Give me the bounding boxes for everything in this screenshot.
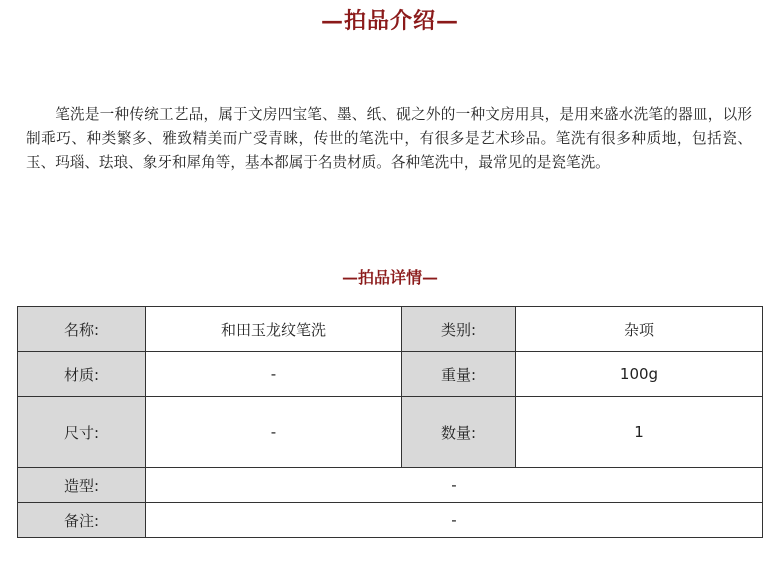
- intro-paragraph: 笔洗是一种传统工艺品，属于文房四宝笔、墨、纸、砚之外的一种文房用具，是用来盛水洗笔的器皿，以形制乖巧、种类繁多、雅致精美而广受青睐，传世的笔洗中，有很多是艺术珍品。笔洗有很多种质地，包括瓷、玉、玛瑙、珐琅、象牙和犀角等，基本都属于名贵材质。各种笔洗中，最常见的是瓷笔洗。: [26, 106, 752, 171]
- shape-value: -: [146, 468, 763, 503]
- size-label: 尺寸:: [18, 397, 146, 468]
- material-label: 材质:: [18, 352, 146, 397]
- intro-title: —拍品介绍—: [320, 8, 459, 34]
- category-label: 类别:: [402, 307, 516, 352]
- name-label: 名称:: [18, 307, 146, 352]
- quantity-value: 1: [516, 397, 763, 468]
- weight-value: 100g: [516, 352, 763, 397]
- table-row: [18, 307, 763, 352]
- details-table: [17, 306, 763, 538]
- table-row: [18, 468, 763, 503]
- name-value: 和田玉龙纹笔洗: [146, 307, 402, 352]
- category-value: 杂项: [516, 307, 763, 352]
- table-row: [18, 352, 763, 397]
- remarks-label: 备注:: [18, 503, 146, 538]
- weight-label: 重量:: [402, 352, 516, 397]
- remarks-value: -: [146, 503, 763, 538]
- details-title: —拍品详情—: [341, 268, 438, 287]
- size-value: -: [146, 397, 402, 468]
- material-value: -: [146, 352, 402, 397]
- table-row: [18, 503, 763, 538]
- shape-label: 造型:: [18, 468, 146, 503]
- table-row: [18, 397, 763, 468]
- quantity-label: 数量:: [402, 397, 516, 468]
